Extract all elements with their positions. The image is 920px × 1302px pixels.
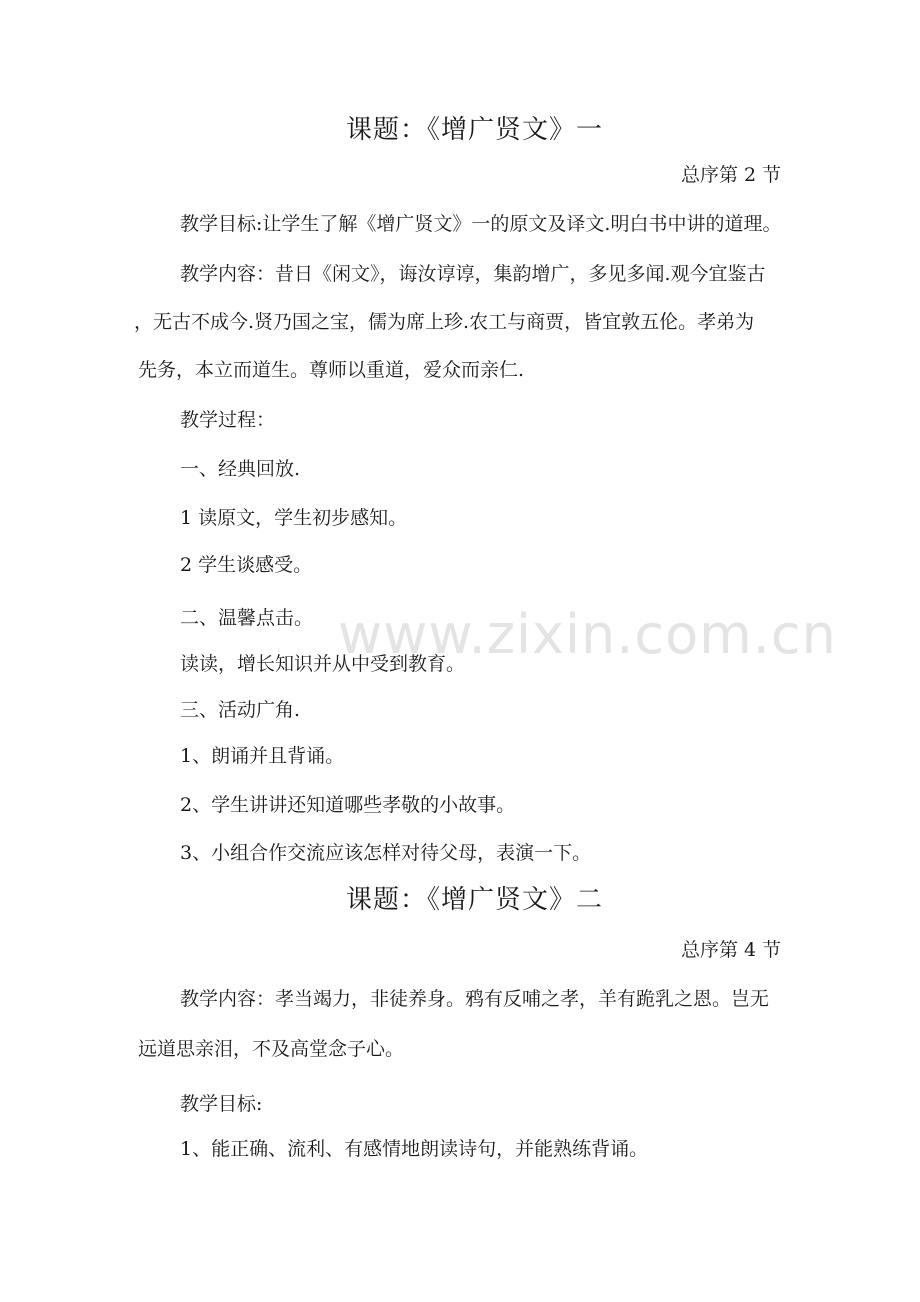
lesson1-step: 3、小组合作交流应该怎样对待父母，表演一下。 (180, 842, 592, 864)
lesson1-step: 1、朗诵并且背诵。 (180, 745, 345, 767)
watermark: www.zixin.com.cn (338, 603, 837, 666)
lesson1-step: 1 读原文，学生初步感知。 (180, 507, 408, 529)
lesson1-step: 读读，增长知识并从中受到教育。 (180, 653, 466, 675)
lesson1-step: 2 学生谈感受。 (180, 554, 313, 576)
lesson1-content-line: 教学内容：昔日《闲文》，诲汝谆谆，集韵增广，多见多闻.观今宜鉴古 (180, 263, 766, 285)
lesson1-serial: 总序第 2 节 (681, 164, 782, 186)
lesson1-step: 一、经典回放. (180, 458, 301, 480)
lesson1-goal: 教学目标:让学生了解《增广贤文》一的原文及译文.明白书中讲的道理。 (180, 213, 782, 235)
lesson1-step: 2、学生讲讲还知道哪些孝敬的小故事。 (180, 794, 516, 816)
lesson2-content-line: 教学内容：孝当竭力，非徒养身。鸦有反哺之孝，羊有跪乳之恩。岂无 (180, 988, 770, 1010)
lesson1-step: 三、活动广角. (180, 699, 301, 721)
lesson1-title: 课题：《增广贤文》一 (346, 115, 604, 145)
lesson2-goal-item: 1、能正确、流利、有感情地朗读诗句，并能熟练背诵。 (180, 1138, 649, 1160)
lesson2-content-line: 远道思亲泪，不及高堂念子心。 (138, 1038, 405, 1060)
lesson2-title: 课题：《增广贤文》二 (346, 885, 604, 915)
lesson1-content-line: 先务，本立而道生。尊师以重道，爱众而亲仁. (138, 359, 525, 381)
lesson2-goal-heading: 教学目标: (180, 1093, 263, 1115)
lesson1-step: 二、温馨点击。 (180, 607, 314, 629)
lesson1-content-line: ，无古不成今.贤乃国之宝，儒为席上珍.农工与商贾，皆宜敦五伦。孝弟为 (134, 311, 755, 333)
lesson2-serial: 总序第 4 节 (681, 939, 782, 961)
lesson1-process-heading: 教学过程： (180, 409, 276, 431)
